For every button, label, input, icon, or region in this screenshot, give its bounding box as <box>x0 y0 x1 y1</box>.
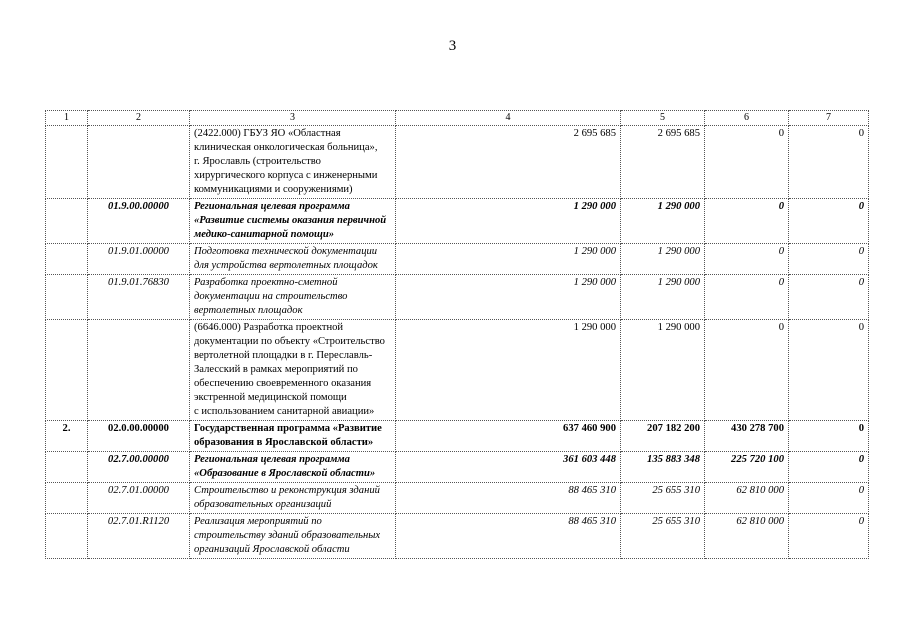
amount-total-cell: 1 290 000 <box>396 320 621 421</box>
budget-code-cell: 01.9.01.00000 <box>88 244 190 275</box>
amount-col7-cell: 0 <box>789 275 869 320</box>
row-number-cell <box>46 514 88 559</box>
column-header: 1 <box>46 111 88 126</box>
amount-col5-cell: 25 655 310 <box>621 483 705 514</box>
row-number-cell <box>46 244 88 275</box>
budget-code-cell: 02.7.01.00000 <box>88 483 190 514</box>
amount-col6-cell: 62 810 000 <box>705 514 789 559</box>
amount-col6-cell: 62 810 000 <box>705 483 789 514</box>
column-header: 2 <box>88 111 190 126</box>
amount-total-cell: 1 290 000 <box>396 244 621 275</box>
amount-col6-cell: 225 720 100 <box>705 452 789 483</box>
table-row <box>46 126 869 199</box>
table-row <box>46 452 869 483</box>
amount-col7-cell: 0 <box>789 421 869 452</box>
column-header: 4 <box>396 111 621 126</box>
budget-code-cell <box>88 320 190 421</box>
budget-table <box>45 110 869 559</box>
row-number-cell <box>46 483 88 514</box>
item-name-cell: Строительство и реконструкция зданий образовательных организаций <box>190 483 396 514</box>
row-number-cell <box>46 126 88 199</box>
amount-col7-cell: 0 <box>789 320 869 421</box>
amount-col5-cell: 1 290 000 <box>621 244 705 275</box>
amount-col7-cell: 0 <box>789 199 869 244</box>
amount-col7-cell: 0 <box>789 244 869 275</box>
amount-col6-cell: 0 <box>705 275 789 320</box>
row-number-cell <box>46 275 88 320</box>
budget-code-cell: 01.9.00.00000 <box>88 199 190 244</box>
budget-code-cell: 02.7.01.R1120 <box>88 514 190 559</box>
budget-code-cell: 01.9.01.76830 <box>88 275 190 320</box>
item-name-cell: Подготовка технической документации для устройства вертолетных площадок <box>190 244 396 275</box>
table-row <box>46 421 869 452</box>
amount-col5-cell: 1 290 000 <box>621 320 705 421</box>
row-number-cell <box>46 199 88 244</box>
amount-col7-cell: 0 <box>789 483 869 514</box>
amount-col6-cell: 0 <box>705 126 789 199</box>
amount-col5-cell: 2 695 685 <box>621 126 705 199</box>
table-row <box>46 320 869 421</box>
row-number-cell <box>46 320 88 421</box>
item-name-cell: Государственная программа «Развитие образования в Ярославской области» <box>190 421 396 452</box>
budget-code-cell: 02.0.00.00000 <box>88 421 190 452</box>
amount-col7-cell: 0 <box>789 126 869 199</box>
amount-col7-cell: 0 <box>789 452 869 483</box>
table-row <box>46 199 869 244</box>
column-header: 5 <box>621 111 705 126</box>
row-number-cell <box>46 452 88 483</box>
item-name-cell: Разработка проектно-сметной документации на строительство вертолетных площадок <box>190 275 396 320</box>
amount-col5-cell: 135 883 348 <box>621 452 705 483</box>
column-header: 6 <box>705 111 789 126</box>
amount-col5-cell: 25 655 310 <box>621 514 705 559</box>
amount-total-cell: 2 695 685 <box>396 126 621 199</box>
table-row <box>46 514 869 559</box>
amount-col6-cell: 0 <box>705 199 789 244</box>
amount-col5-cell: 1 290 000 <box>621 275 705 320</box>
column-header: 3 <box>190 111 396 126</box>
table-row <box>46 244 869 275</box>
table-header-row <box>46 111 869 126</box>
amount-total-cell: 88 465 310 <box>396 514 621 559</box>
amount-total-cell: 88 465 310 <box>396 483 621 514</box>
row-number-cell: 2. <box>46 421 88 452</box>
amount-col5-cell: 1 290 000 <box>621 199 705 244</box>
item-name-cell: (6646.000) Разработка проектной документации по объекту «Строительство вертолетной площадки в г. Переславль- Залесский в рамках мероприятий по обеспечению своевременного оказания экстренной медицинской помощи с использованием санитарной авиации» <box>190 320 396 421</box>
item-name-cell: Региональная целевая программа «Образование в Ярославской области» <box>190 452 396 483</box>
table-row <box>46 275 869 320</box>
amount-col7-cell: 0 <box>789 514 869 559</box>
item-name-cell: Реализация мероприятий по строительству зданий образовательных организаций Ярославской области <box>190 514 396 559</box>
column-header: 7 <box>789 111 869 126</box>
amount-total-cell: 1 290 000 <box>396 275 621 320</box>
item-name-cell: (2422.000) ГБУЗ ЯО «Областная клиническая онкологическая больница», г. Ярославль (строительство хирургического корпуса с инженерными коммуникациями и сооружениями) <box>190 126 396 199</box>
amount-col6-cell: 0 <box>705 320 789 421</box>
amount-col6-cell: 430 278 700 <box>705 421 789 452</box>
amount-total-cell: 361 603 448 <box>396 452 621 483</box>
budget-code-cell <box>88 126 190 199</box>
amount-total-cell: 1 290 000 <box>396 199 621 244</box>
budget-code-cell: 02.7.00.00000 <box>88 452 190 483</box>
amount-total-cell: 637 460 900 <box>396 421 621 452</box>
item-name-cell: Региональная целевая программа «Развитие системы оказания первичной медико-санитарной помощи» <box>190 199 396 244</box>
amount-col5-cell: 207 182 200 <box>621 421 705 452</box>
amount-col6-cell: 0 <box>705 244 789 275</box>
table-row <box>46 483 869 514</box>
page-number: 3 <box>448 38 457 54</box>
